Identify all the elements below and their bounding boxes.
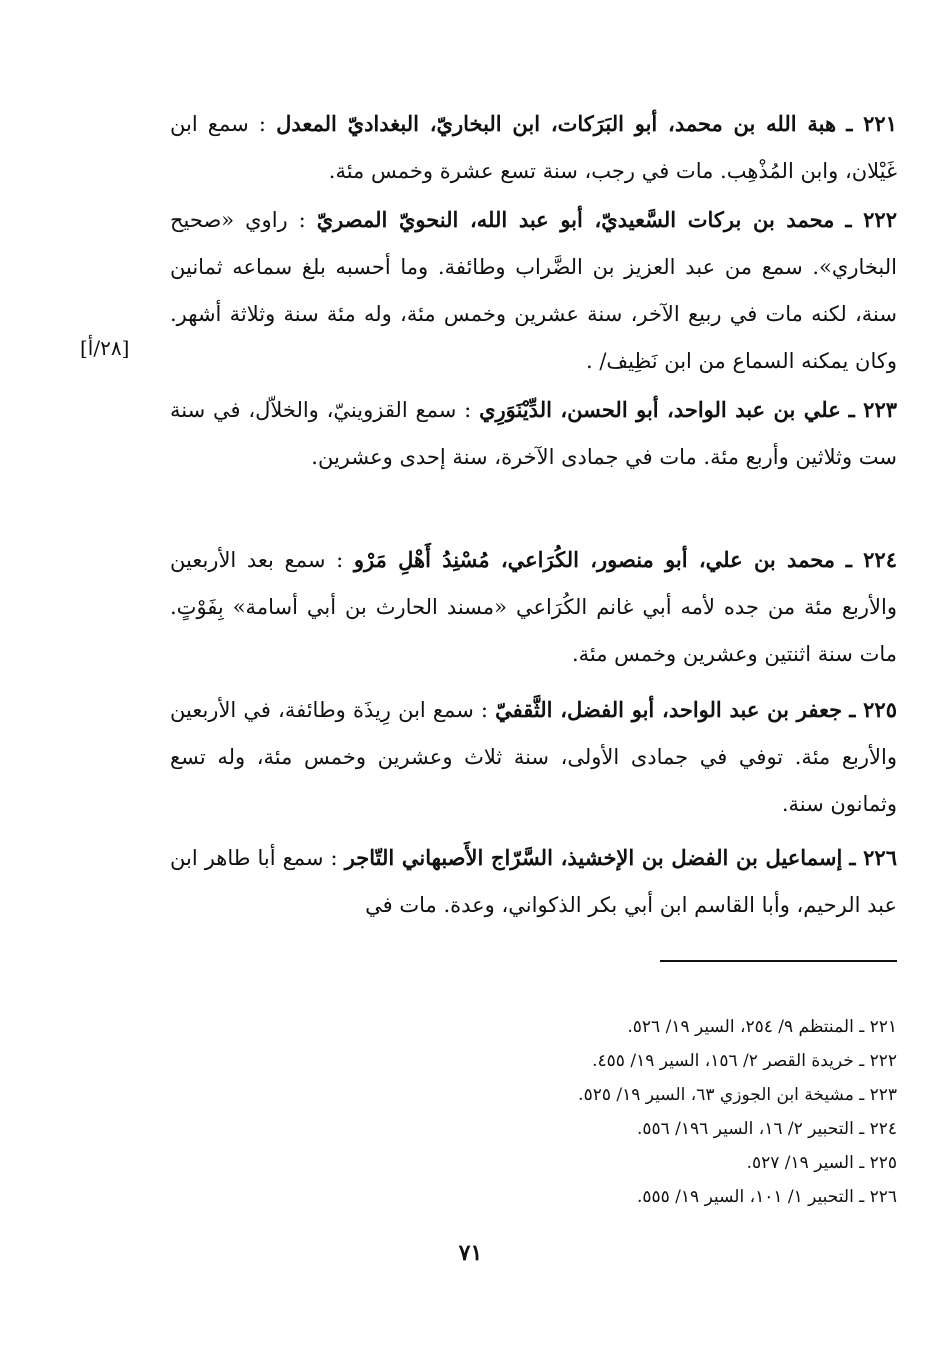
entry-number: ٢٢٣ ـ <box>848 397 898 422</box>
entry-number: ٢٢٤ ـ <box>845 547 897 572</box>
entry-221 <box>170 100 897 195</box>
entry-text: : سمع ابن غَيْلان، وابن المُذْهِب. مات في رجب، سنة تسع عشرة وخمس مئة. <box>170 112 897 183</box>
footnote-separator <box>660 960 897 962</box>
footnote: ٢٢٥ ـ السير ١٩/ ٥٢٧. <box>746 1153 897 1173</box>
footnote: ٢٢٣ ـ مشيخة ابن الجوزي ٦٣، السير ١٩/ ٥٢٥. <box>578 1085 897 1105</box>
entry-number: ٢٢٢ ـ <box>845 207 897 232</box>
footnote: ٢٢١ ـ المنتظم ٩/ ٢٥٤، السير ١٩/ ٥٢٦. <box>627 1017 897 1037</box>
footnote: ٢٢٦ ـ التحبير ١/ ١٠١، السير ١٩/ ٥٥٥. <box>636 1187 897 1207</box>
entry-heading: علي بن عبد الواحد، أبو الحسن، الدِّيْنَوَرِي <box>479 397 841 422</box>
entry-226 <box>170 834 897 929</box>
entry-heading: هبة الله بن محمد، أبو البَرَكات، ابن البخاريّ، البغداديّ المعدل <box>276 111 837 136</box>
entry-heading: إسماعيل بن الفضل بن الإخشيذ، السَّرّاج الأَصبهاني التّاجر <box>344 845 843 870</box>
entry-number: ٢٢٥ ـ <box>849 697 897 722</box>
entry-text: : سمع بعد الأربعين والأربع مئة من جده لأمه أبي غانم الكُرَاعي «مسند الحارث بن أبي أسامة» بِفَوْتٍ. مات سنة اثنتين وعشرين وخمس مئة. <box>170 548 897 666</box>
footnote: ٢٢٢ ـ خريدة القصر ٢/ ١٥٦، السير ١٩/ ٤٥٥. <box>592 1051 897 1071</box>
entry-text: : سمع ابن رِيذَة وطائفة، في الأربعين والأربع مئة. توفي في جمادى الأولى، سنة ثلاث وعشرين وخمس مئة، وله تسع وثمانون سنة. <box>170 698 897 816</box>
entry-heading: محمد بن بركات السَّعيديّ، أبو عبد الله، النحويّ المصريّ <box>316 207 835 232</box>
footnotes <box>440 1010 897 1214</box>
footnote: ٢٢٤ ـ التحبير ٢/ ١٦، السير ١٩٦/ ٥٥٦. <box>636 1119 897 1139</box>
entry-heading: محمد بن علي، أبو منصور، الكُرَاعي، مُسْنِدُ أَهْلِ مَرْو <box>353 547 836 572</box>
entry-223 <box>170 386 897 481</box>
entry-text: : سمع أبا طاهر ابن عبد الرحيم، وأبا القاسم ابن أبي بكر الذكواني، وعدة. مات في <box>170 846 897 917</box>
entry-text: : سمع القزوينيّ، والخلاّل، في سنة ست وثلاثين وأربع مئة. مات في جمادى الآخرة، سنة إحدى وعشرين. <box>170 398 897 469</box>
manuscript-folio-reference: [٢٨/أ] <box>80 336 130 360</box>
page-number: ٧١ <box>458 1240 483 1266</box>
entry-225 <box>170 686 897 828</box>
entry-224 <box>170 536 897 678</box>
entry-number: ٢٢٦ ـ <box>849 845 897 870</box>
entry-text: : راوي «صحيح البخاري». سمع من عبد العزيز بن الضَّراب وطائفة. وما أحسبه بلغ سماعه ثمانين سنة، لكنه مات في ربيع الآخر، سنة عشرين وخمس مئة، وله مئة سنة وثلاثة أشهر. وكان يمكنه السماع من ابن نَظِيف/ . <box>170 208 897 373</box>
entry-number: ٢٢١ ـ <box>846 111 897 136</box>
entry-heading: جعفر بن عبد الواحد، أبو الفضل، الثَّقفيّ <box>495 697 843 722</box>
entry-222 <box>170 196 897 385</box>
